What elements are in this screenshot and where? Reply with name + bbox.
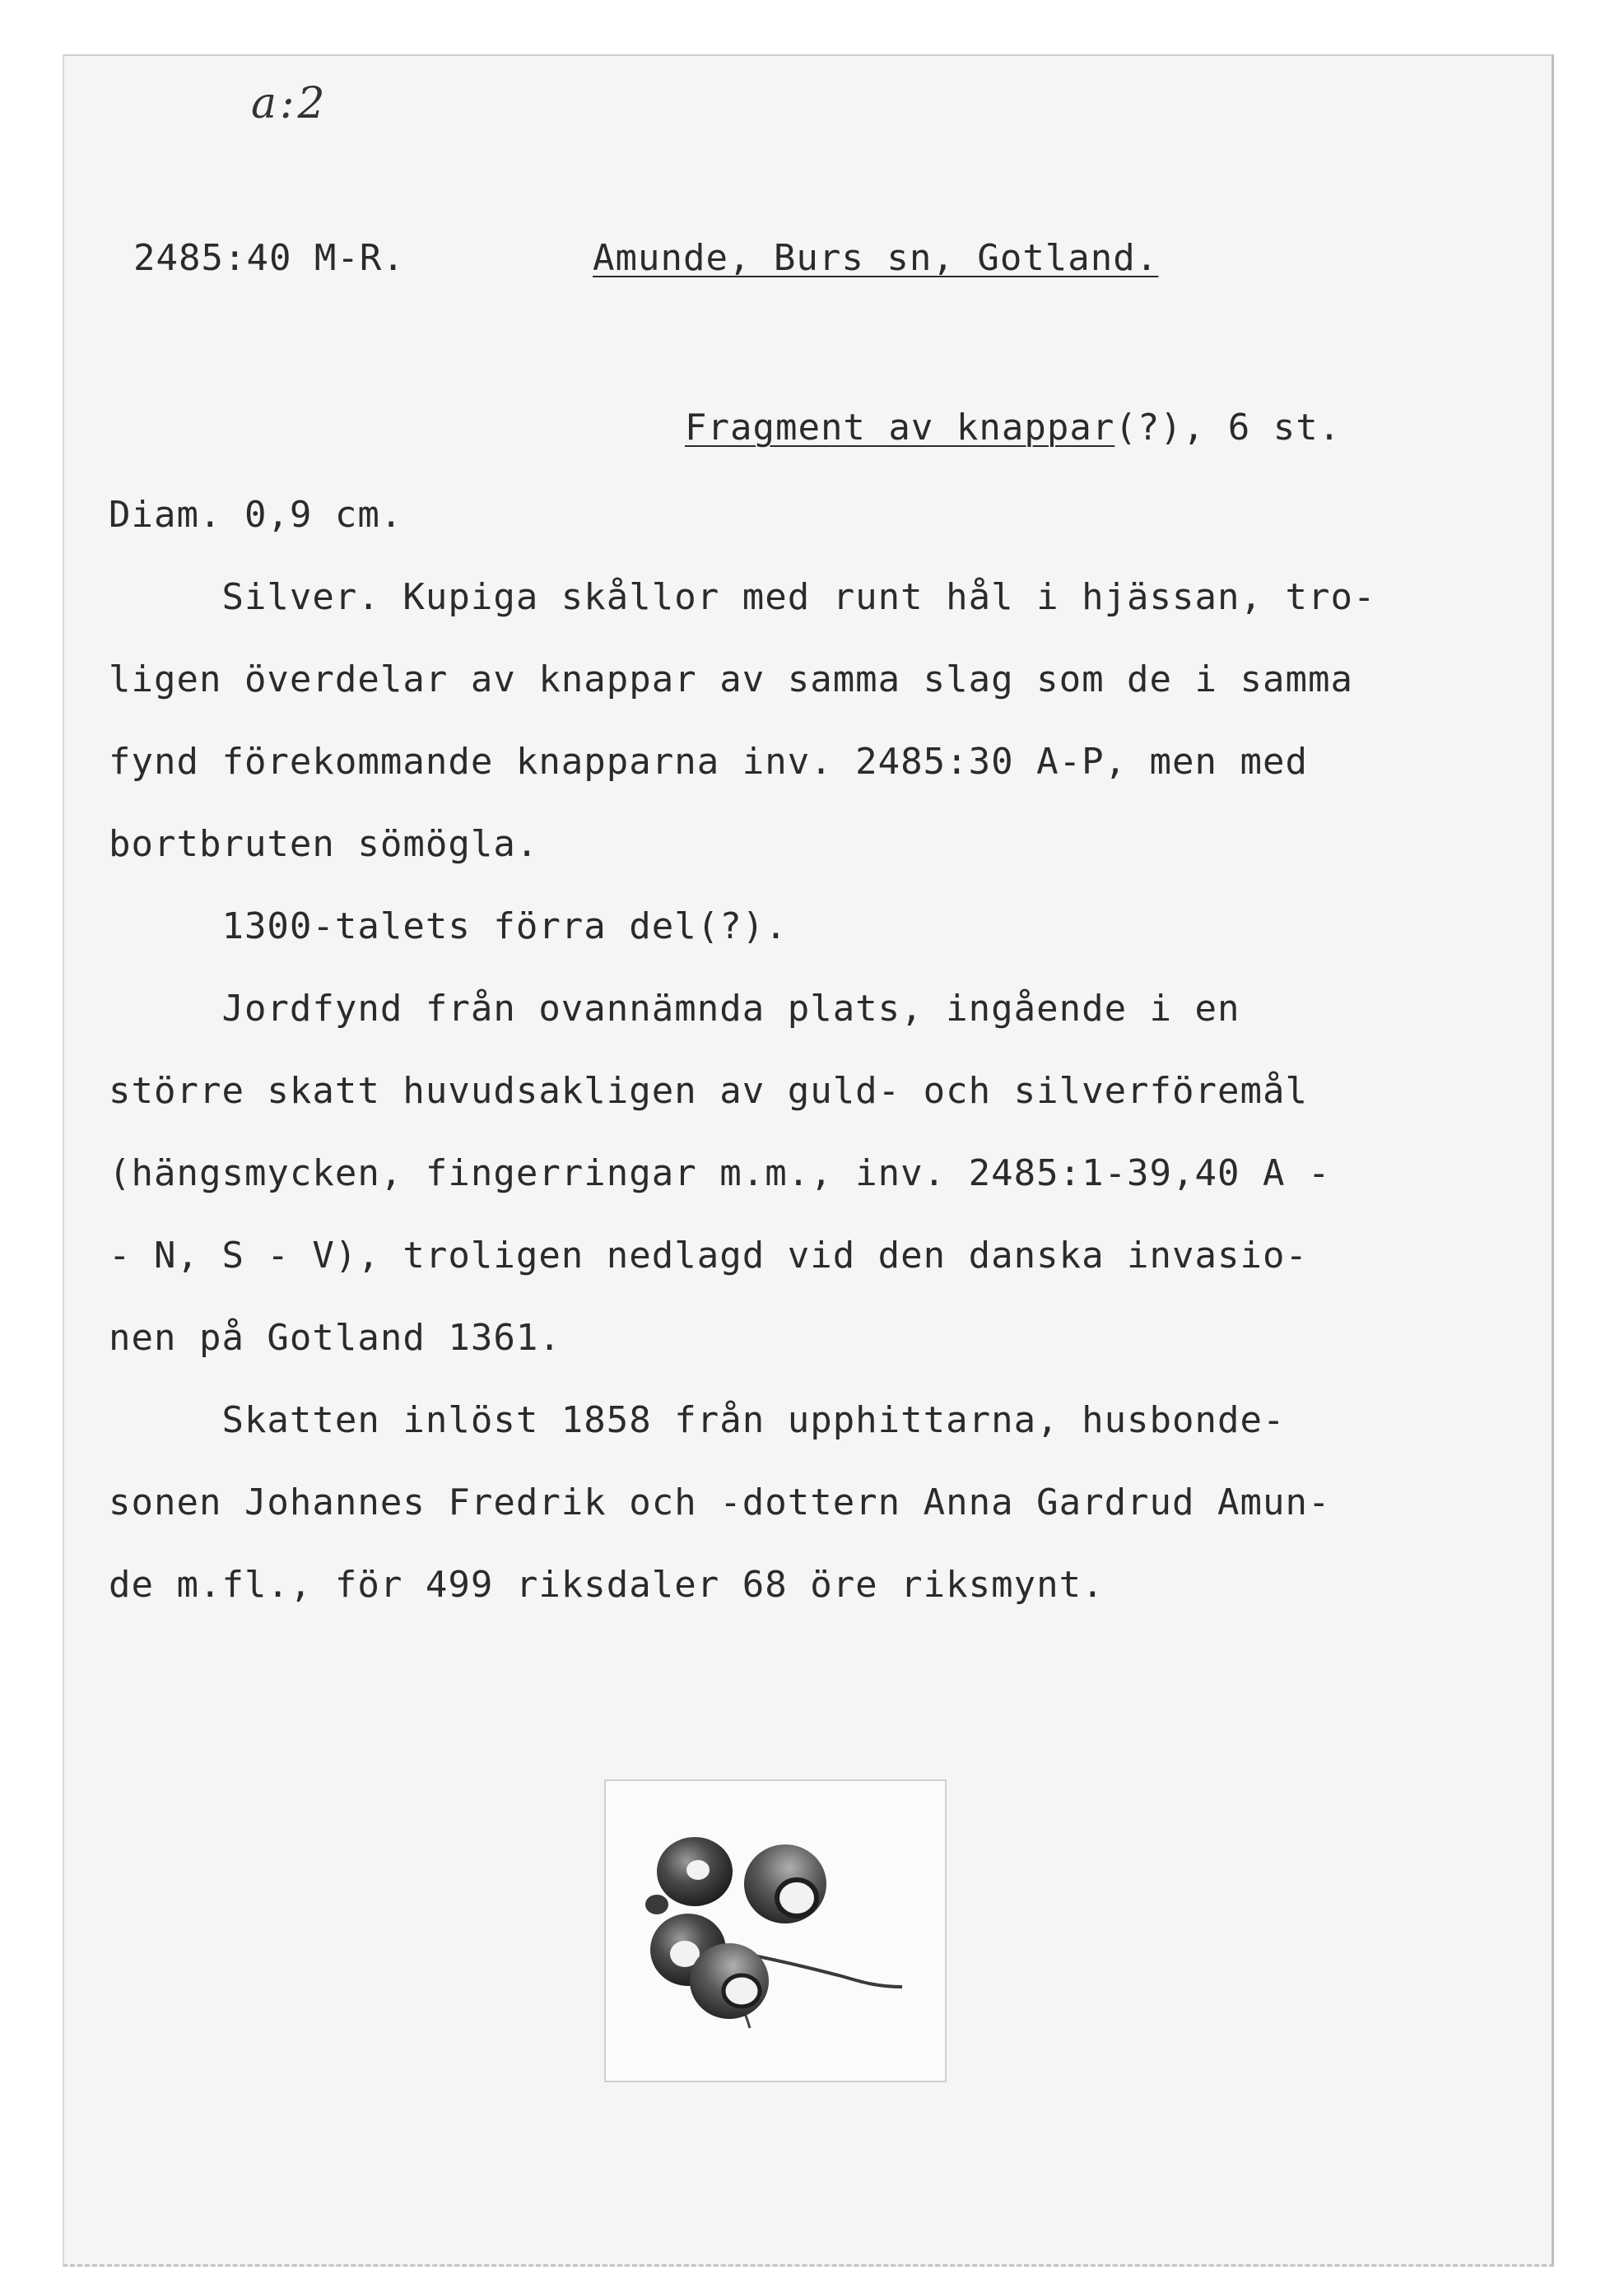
object-heading	[685, 407, 1342, 449]
inventory-number: 2485:40 M-R.	[133, 237, 405, 279]
body-line: Jordfynd från ovannämnda plats, ingående i en	[109, 988, 1240, 1030]
body-line: Diam. 0,9 cm.	[109, 494, 403, 536]
body-line: nen på Gotland 1361.	[109, 1317, 561, 1359]
object-title-suffix: (?), 6 st.	[1114, 407, 1342, 449]
body-line: bortbruten sömögla.	[109, 823, 539, 865]
object-title: Fragment av knappar	[685, 407, 1115, 449]
body-line: större skatt huvudsakligen av guld- och silverföremål	[109, 1070, 1308, 1112]
silver-buttons-image	[606, 1781, 948, 2084]
body-line: de m.fl., för 499 riksdaler 68 öre riksmynt.	[109, 1564, 1105, 1606]
body-line: - N, S - V), troligen nedlagd vid den danska invasio-	[109, 1235, 1308, 1277]
find-location: Amunde, Burs sn, Gotland.	[593, 237, 1159, 279]
body-line: Silver. Kupiga skållor med runt hål i hjässan, tro-	[109, 576, 1376, 618]
body-line: Skatten inlöst 1858 från upphittarna, husbonde-	[109, 1399, 1286, 1441]
body-line: ligen överdelar av knappar av samma slag som de i samma	[109, 658, 1353, 700]
body-line: sonen Johannes Fredrik och -dottern Anna Gardrud Amun-	[109, 1481, 1331, 1523]
body-line: (hängsmycken, fingerringar m.m., inv. 2485:1-39,40 A -	[109, 1152, 1331, 1194]
body-line: fynd förekommande knapparna inv. 2485:30 A-P, men med	[109, 741, 1308, 783]
handwritten-shelf-mark: a:2	[251, 79, 328, 128]
object-photo	[604, 1779, 947, 2082]
body-line: 1300-talets förra del(?).	[109, 905, 788, 947]
